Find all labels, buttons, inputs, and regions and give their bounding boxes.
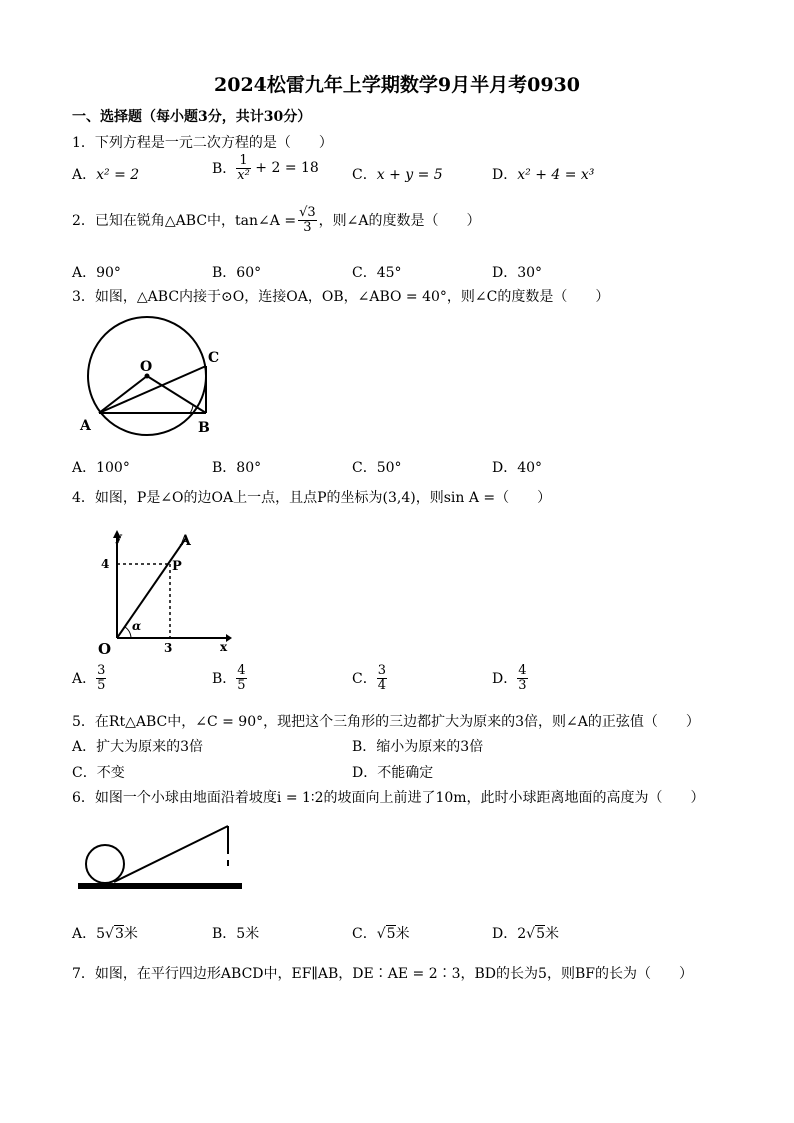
q4-label-alpha: α bbox=[132, 619, 142, 633]
q4-stem: 4．如图，P是∠O的边OA上一点，且点P的坐标为(3,4)，则sin A =（ ） bbox=[72, 490, 552, 506]
q5-option-b: B．缩小为原来的3倍 bbox=[352, 739, 484, 755]
q3-circle-figure bbox=[78, 316, 228, 438]
q3-option-a: A．100° bbox=[72, 460, 130, 476]
q6-option-b: B．5米 bbox=[212, 926, 260, 942]
q5-option-d: D．不能确定 bbox=[352, 765, 434, 781]
q4-option-b: B． $\frac{4}{5}$ bbox=[212, 663, 246, 693]
q4-option-d: D． $\frac{4}{3}$ bbox=[492, 663, 527, 693]
q6-stem: 6．如图一个小球由地面沿着坡度i = 1∶2的坡面向上前进了10m，此时小球距离地面的高度为（ ） bbox=[72, 790, 705, 806]
q4-label-o: O bbox=[98, 640, 112, 658]
q1-option-b: B． $\frac{1}{\text{x²}}$ + 2 = 18 bbox=[212, 153, 319, 183]
q4-option-c: C． $\frac{3}{4}$ bbox=[352, 663, 386, 693]
q2-stem: 2．已知在锐角△ABC中，tan∠A = $\frac{√3}{3}$ ，则∠A的度数是（ ） bbox=[72, 205, 481, 235]
q1-option-c: C．x + y = 5 bbox=[352, 167, 443, 183]
q2-option-b: B．60° bbox=[212, 265, 262, 281]
q5-option-a: A．扩大为原来的3倍 bbox=[72, 739, 204, 755]
q6-option-d: D．2√5米 bbox=[492, 926, 559, 942]
q1-option-d: D．x² + 4 = x³ bbox=[492, 167, 595, 183]
q3-label-a: A bbox=[80, 418, 91, 434]
q6-option-c: C．√5米 bbox=[352, 926, 410, 942]
q4-label-3: 3 bbox=[164, 641, 173, 655]
q5-option-c: C．不变 bbox=[72, 765, 125, 781]
q2-option-a: A．90° bbox=[72, 265, 121, 281]
q1-option-a: A．x² = 2 bbox=[72, 167, 140, 183]
q6-slope-figure bbox=[78, 822, 244, 892]
q4-label-p: P bbox=[172, 559, 182, 574]
q2-option-d: D．30° bbox=[492, 265, 543, 281]
q4-label-a: A bbox=[180, 533, 191, 549]
q4-label-4: 4 bbox=[101, 557, 110, 571]
q4-option-a: A． $\frac{3}{5}$ bbox=[72, 663, 106, 693]
q6-option-a: A．5√3米 bbox=[72, 926, 138, 942]
q3-label-c: C bbox=[208, 350, 220, 366]
page-title: 2024松雷九年上学期数学9月半月考0930 bbox=[214, 74, 580, 96]
q3-option-b: B．80° bbox=[212, 460, 262, 476]
q4-coordinate-figure bbox=[92, 530, 232, 658]
q7-stem: 7．如图，在平行四边形ABCD中，EF∥AB，DE∶AE = 2∶3，BD的长为5，则BF的长为（ ） bbox=[72, 966, 693, 982]
q5-stem: 5．在Rt△ABC中，∠C = 90°，现把这个三角形的三边都扩大为原来的3倍，则∠A的正弦值（ ） bbox=[72, 714, 700, 730]
q3-label-o: O bbox=[140, 359, 153, 375]
q3-option-d: D．40° bbox=[492, 460, 543, 476]
q3-label-b: B bbox=[198, 420, 210, 436]
q4-label-x: x bbox=[220, 640, 228, 654]
q2-option-c: C．45° bbox=[352, 265, 402, 281]
section-heading: 一、选择题（每小题3分，共计30分） bbox=[72, 109, 312, 125]
q1-stem: 1．下列方程是一元二次方程的是（ ） bbox=[72, 135, 333, 151]
q4-label-y: y bbox=[115, 530, 122, 544]
q3-stem: 3．如图，△ABC内接于⊙O，连接OA，OB，∠ABO = 40°，则∠C的度数是（ ） bbox=[72, 289, 610, 305]
q3-option-c: C．50° bbox=[352, 460, 402, 476]
